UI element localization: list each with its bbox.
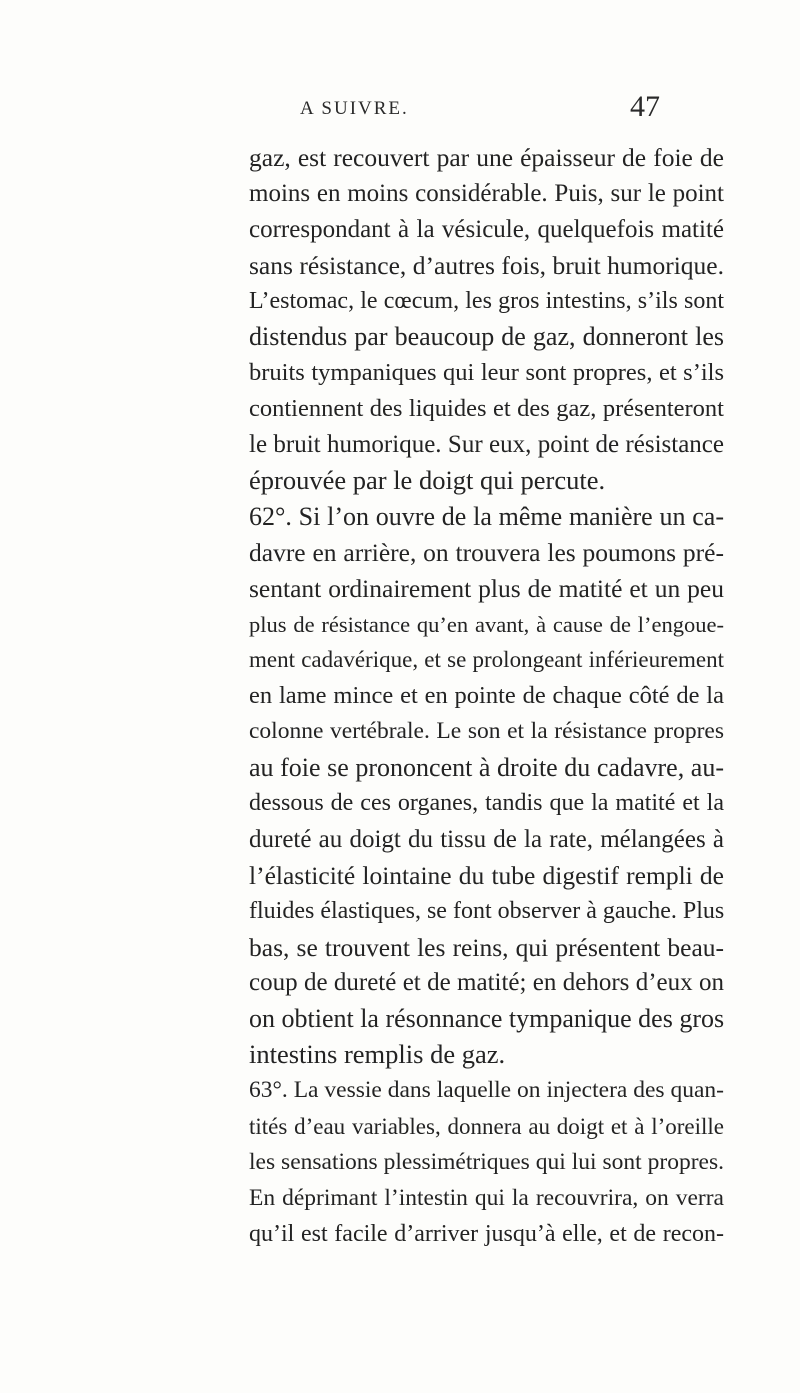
text-line: 63°. La vessie dans laquelle on injectera des quan-	[249, 1077, 724, 1104]
text-line: coup de dureté et de matité; en dehors d’eux on	[249, 969, 724, 997]
text-line: dureté au doigt du tissu de la rate, mélangées à	[249, 825, 724, 853]
text-line: on obtient la résonnance tympanique des gros	[249, 1004, 725, 1034]
text-line: en lame mince et en pointe de chaque côté de la	[249, 682, 724, 710]
text-line: au foie se prononcent à droite du cadavre, au-	[249, 753, 724, 783]
running-title: A SUIVRE.	[300, 98, 409, 119]
text-line: fluides élastiques, se font observer à gauche. Plus	[249, 897, 725, 924]
text-line: gaz, est recouvert par une épaisseur de foie de	[249, 143, 724, 172]
text-line: tités d’eau variables, donnera au doigt et à l’oreille	[249, 1114, 724, 1140]
running-head	[0, 92, 800, 132]
text-line: distendus par beaucoup de gaz, donneront les	[249, 322, 724, 352]
text-line: sentant ordinairement plus de matité et un peu	[249, 573, 724, 603]
text-line: colonne vertébrale. Le son et la résistance propres	[249, 718, 724, 745]
text-line: le bruit humorique. Sur eux, point de résistance	[249, 431, 724, 459]
text-line: 62°. Si l’on ouvre de la même manière un ca-	[249, 501, 724, 531]
text-line: contiennent des liquides et des gaz, présenteront	[249, 395, 724, 423]
text-line: qu’il est facile d’arriver jusqu’à elle, et de recon-	[249, 1220, 724, 1247]
text-line: moins en moins considérable. Puis, sur le point	[249, 179, 724, 207]
text-line: sans résistance, d’autres fois, bruit humorique.	[249, 250, 724, 280]
text-line: dessous de ces organes, tandis que la matité et la	[249, 790, 724, 817]
page-number: 47	[630, 90, 660, 123]
text-line: ment cadavérique, et se prolongeant inférieurement	[249, 647, 724, 673]
text-line: bas, se trouvent les reins, qui présentent beau-	[249, 932, 724, 962]
text-line: les sensations plessimétriques qui lui sont propres.	[249, 1148, 724, 1175]
text-line: bruits tympaniques qui leur sont propres, et s’ils	[249, 359, 724, 387]
text-line: L’estomac, le cœcum, les gros intestins, s’ils sont	[249, 287, 724, 314]
text-line: l’élasticité lointaine du tube digestif rempli de	[249, 860, 724, 890]
text-line: plus de résistance qu’en avant, à cause de l’engoue-	[249, 611, 724, 637]
text-line: éprouvée par le doigt qui percute.	[249, 465, 606, 496]
text-line: intestins remplis de gaz.	[249, 1039, 506, 1070]
text-line: davre en arrière, on trouvera les poumons pré-	[249, 537, 724, 567]
text-line: correspondant à la vésicule, quelquefois matité	[249, 215, 724, 243]
text-line: En déprimant l’intestin qui la recouvrira, on verra	[249, 1184, 724, 1211]
body-text	[249, 140, 724, 1253]
